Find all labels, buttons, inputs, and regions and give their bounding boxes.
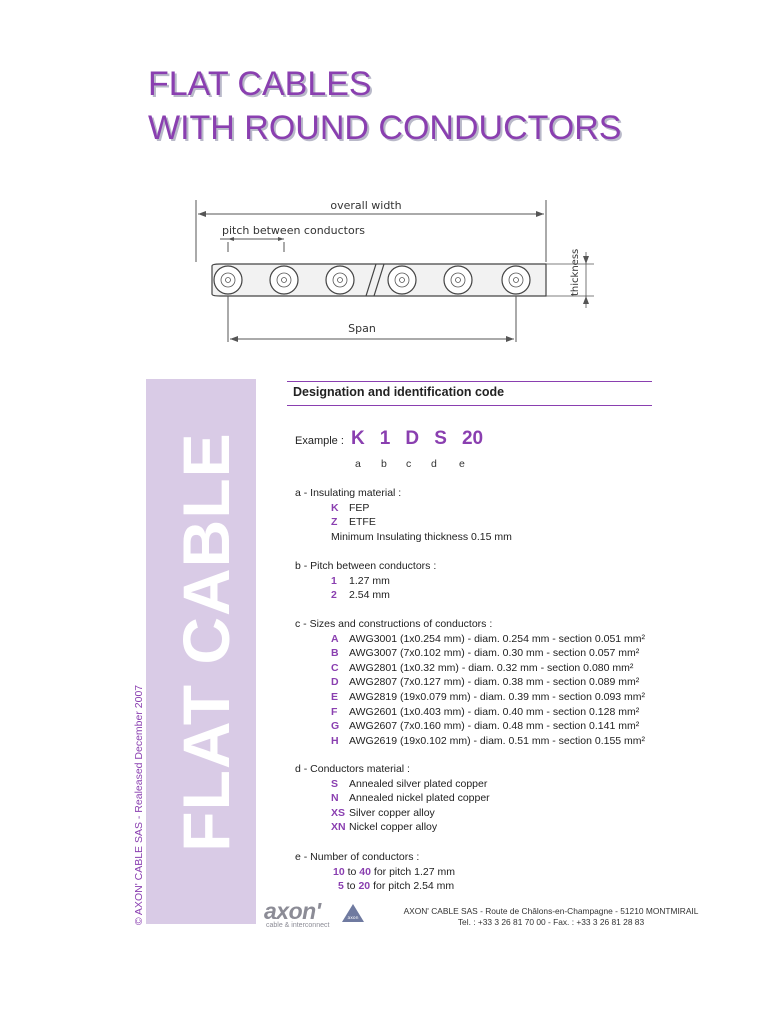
list-item	[295, 661, 645, 676]
list-item	[295, 806, 490, 821]
material-code: XS	[331, 806, 346, 819]
code-sub-e: e	[459, 458, 465, 470]
code-sub-a: a	[355, 458, 361, 470]
list-item	[295, 632, 645, 647]
material-text: Annealed silver plated copper	[349, 777, 488, 790]
size-text: AWG2607 (7x0.160 mm) - diam. 0.48 mm - section 0.141 mm²	[349, 720, 640, 733]
size-code: A	[331, 632, 339, 645]
title-line-1: FLAT CABLES	[148, 65, 372, 103]
list-item	[295, 865, 455, 880]
page-title	[148, 62, 621, 150]
address-line-2: Tel. : +33 3 26 81 70 00 - Fax. : +33 3 26 81 28 83	[457, 917, 645, 927]
pitch-text: 2.54 mm	[349, 589, 390, 602]
insulating-text: ETFE	[349, 516, 376, 529]
size-text: AWG3007 (7x0.102 mm) - diam. 0.30 mm - section 0.057 mm²	[349, 647, 640, 660]
code-sub-d: d	[431, 458, 437, 470]
logo-tagline: cable & interconnect	[266, 922, 330, 929]
list-item	[295, 879, 455, 894]
list-item	[295, 574, 436, 589]
count-to: 40	[359, 865, 371, 878]
cable-cross-section-diagram	[190, 192, 600, 352]
size-code: E	[331, 690, 339, 703]
list-item	[295, 690, 645, 705]
material-text: Annealed nickel plated copper	[349, 792, 490, 805]
list-item	[295, 734, 645, 749]
code-letter-a: K	[350, 428, 365, 449]
size-code: D	[331, 676, 339, 689]
pitch-label: pitch between conductors	[222, 224, 365, 237]
list-item	[295, 646, 645, 661]
conductor	[270, 266, 298, 294]
conductor	[388, 266, 416, 294]
list-item	[295, 705, 645, 720]
insulating-heading: a - Insulating material :	[295, 487, 402, 499]
conductor	[444, 266, 472, 294]
pitch-code: 1	[331, 574, 337, 587]
size-code: H	[331, 734, 339, 747]
count-text: for pitch 2.54 mm	[373, 880, 455, 893]
insulating-code: Z	[331, 516, 338, 529]
address-line-1: AXON' CABLE SAS - Route de Châlons-en-Champagne - 51210 MONTMIRAIL	[403, 906, 699, 916]
code-letter-c: D	[405, 428, 420, 449]
material-code: XN	[331, 821, 346, 834]
logo-wordmark: axon'	[264, 898, 321, 924]
size-text: AWG2801 (1x0.32 mm) - diam. 0.32 mm - section 0.080 mm²	[349, 661, 634, 674]
size-text: AWG2807 (7x0.127 mm) - diam. 0.38 mm - section 0.089 mm²	[349, 676, 640, 689]
code-sub-b: b	[381, 458, 387, 470]
pitch-heading: b - Pitch between conductors :	[295, 560, 437, 572]
material-text: Nickel copper alloy	[349, 821, 438, 834]
count-from: 10	[333, 865, 345, 878]
sidebar-label: FLAT CABLE	[169, 432, 243, 852]
count-from: 5	[338, 880, 344, 893]
sizes-heading: c - Sizes and constructions of conductors :	[295, 618, 493, 630]
example-code	[295, 428, 483, 450]
material-section	[295, 762, 490, 835]
conductor	[214, 266, 242, 294]
code-letter-e: 20	[461, 428, 484, 449]
count-to: 20	[358, 880, 371, 893]
title-line-2: WITH ROUND CONDUCTORS	[148, 109, 622, 147]
list-item	[295, 588, 436, 603]
section-rule-bottom	[287, 405, 652, 406]
count-to-word: to	[346, 880, 356, 893]
size-text: AWG2601 (1x0.403 mm) - diam. 0.40 mm - section 0.128 mm²	[349, 705, 640, 718]
code-letter-d: S	[434, 428, 447, 449]
size-text: AWG2819 (19x0.079 mm) - diam. 0.39 mm - section 0.093 mm²	[349, 690, 646, 703]
insulating-note: Minimum Insulating thickness 0.15 mm	[331, 530, 512, 543]
code-sub-c: c	[406, 458, 412, 470]
material-heading: d - Conductors material :	[295, 763, 410, 775]
span-label: Span	[348, 322, 376, 335]
conductor	[326, 266, 354, 294]
count-heading: e - Number of conductors :	[295, 851, 420, 863]
overall-width-label: overall width	[330, 199, 402, 212]
example-label: Example :	[295, 435, 344, 447]
conductor	[502, 266, 530, 294]
list-item	[295, 515, 512, 530]
section-rule-top	[287, 381, 652, 382]
count-section	[295, 850, 455, 894]
size-code: B	[331, 647, 339, 660]
size-code: G	[331, 720, 340, 733]
logo-mark-text: axon	[347, 916, 359, 921]
insulating-section	[295, 486, 512, 544]
size-code: F	[331, 705, 338, 718]
pitch-text: 1.27 mm	[349, 574, 390, 587]
sizes-section	[295, 617, 645, 748]
pitch-section	[295, 559, 436, 603]
list-item	[295, 777, 490, 792]
size-text: AWG3001 (1x0.254 mm) - diam. 0.254 mm - section 0.051 mm²	[349, 632, 646, 645]
company-logo	[264, 898, 359, 929]
pitch-code: 2	[331, 589, 337, 602]
company-address	[386, 906, 716, 928]
code-letter-b: 1	[379, 428, 391, 449]
material-code: N	[331, 792, 339, 805]
size-code: C	[331, 661, 339, 674]
insulating-text: FEP	[349, 501, 370, 514]
list-item	[295, 675, 645, 690]
list-item	[295, 820, 490, 835]
copyright-notice: © AXON' CABLE SAS - Realeased December 2007	[133, 684, 145, 926]
list-item	[295, 501, 512, 516]
thickness-label: thickness	[570, 248, 581, 296]
section-title: Designation and identification code	[293, 385, 505, 399]
material-text: Silver copper alloy	[349, 806, 435, 819]
count-to-word: to	[347, 865, 357, 878]
material-code: S	[331, 777, 339, 790]
list-item	[295, 791, 490, 806]
insulating-code: K	[331, 501, 339, 514]
count-text: for pitch 1.27 mm	[373, 865, 456, 878]
size-text: AWG2619 (19x0.102 mm) - diam. 0.51 mm - section 0.155 mm²	[349, 734, 646, 747]
list-item	[295, 719, 645, 734]
logo-mark-icon	[342, 904, 364, 922]
